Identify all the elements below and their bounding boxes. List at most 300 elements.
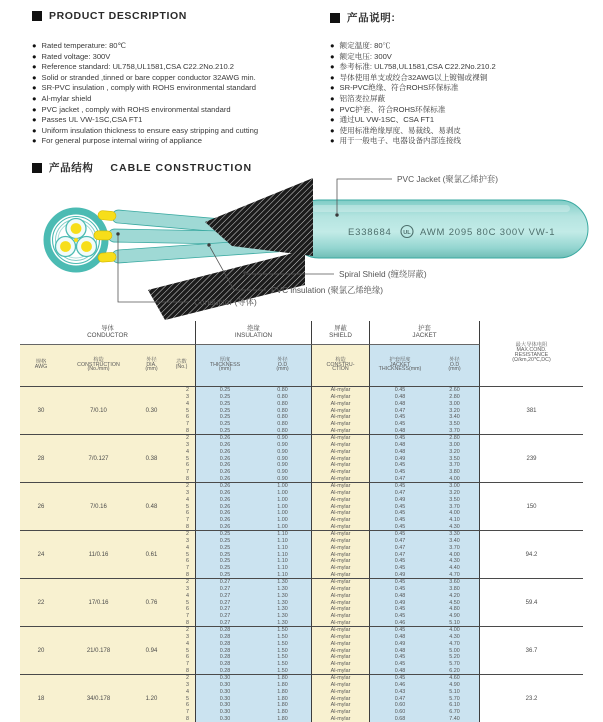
awg-cell: 26 [20, 482, 62, 530]
ins-od-value: 1.00 [277, 503, 288, 510]
jacket-thickness-value: 0.48 [394, 592, 406, 599]
awg-cell: 30 [20, 386, 62, 434]
ins-od-value: 0.80 [277, 387, 288, 393]
jacket-thickness-value: 0.45 [394, 661, 406, 668]
jacket-od-value: 3.00 [449, 441, 460, 448]
ins-od-cell [254, 530, 312, 578]
shield-cell [312, 434, 370, 482]
bullet-text: 额定电压: 300V [339, 51, 392, 61]
shield-material: Al-mylar [330, 675, 351, 681]
jacket-thickness-value: 0.49 [394, 455, 406, 462]
shield-material: Al-mylar [330, 448, 351, 455]
shield-material: Al-mylar [330, 496, 351, 503]
ins-thickness-value: 0.25 [219, 400, 231, 407]
bullet-icon: ● [330, 62, 335, 72]
dia-cell: 0.48 [135, 482, 168, 530]
jacket-thickness-value: 0.45 [394, 531, 406, 537]
jacket-od-value: 3.50 [449, 496, 460, 503]
ins-thickness-value: 0.28 [219, 647, 231, 654]
cross-section-diagram [47, 211, 105, 269]
core-count: 3 [186, 537, 189, 544]
jacket-od-cell [430, 530, 480, 578]
core-count: 4 [186, 400, 189, 407]
core-count: 8 [186, 716, 189, 722]
core-count: 4 [186, 496, 189, 503]
ins-thickness-value: 0.30 [219, 675, 231, 681]
core-count: 7 [186, 661, 189, 668]
bullet-text: 铝箔麦拉屏蔽 [339, 93, 386, 103]
shield-material: Al-mylar [330, 695, 351, 702]
core-count: 6 [186, 702, 189, 709]
jacket-od-value: 4.00 [449, 627, 460, 633]
core-count: 5 [186, 551, 189, 558]
ins-od-value: 1.80 [277, 681, 288, 688]
ins-od-value: 1.00 [277, 517, 288, 524]
dia-cell: 1.20 [135, 674, 168, 722]
ins-thickness-value: 0.27 [219, 613, 231, 620]
core-count: 3 [186, 633, 189, 640]
shield-cell [312, 530, 370, 578]
core-count: 7 [186, 565, 189, 572]
jacket-od-cell [430, 386, 480, 434]
jacket-od-value: 3.70 [449, 428, 460, 434]
jacket-thickness-value: 0.47 [394, 537, 406, 544]
ins-od-value: 1.80 [277, 695, 288, 702]
ins-od-value: 0.90 [277, 441, 288, 448]
cable-construction-title [32, 160, 252, 175]
ins-od-cell [254, 482, 312, 530]
column-header-jacket-thickness: 护套厚度 JACKET THICKNESS(mm) [370, 345, 430, 386]
jacket-od-value: 3.40 [449, 537, 460, 544]
core-count: 8 [186, 524, 189, 530]
ins-od-value: 1.10 [277, 572, 288, 578]
jacket-thickness-value: 0.45 [394, 606, 406, 613]
jacket-od-value: 3.70 [449, 544, 460, 551]
jacket-od-value: 3.40 [449, 414, 460, 421]
core-count: 8 [186, 620, 189, 626]
jacket-od-value: 5.10 [449, 620, 460, 626]
jacket-od-value: 3.20 [449, 448, 460, 455]
group-header-insulation: 绝缘 INSULATION [196, 321, 312, 345]
ins-thickness-value: 0.27 [219, 592, 231, 599]
jacket-thickness-value: 0.49 [394, 599, 406, 606]
jacket-od-value: 4.90 [449, 613, 460, 620]
bullet-text: PVC jacket , comply with ROHS environmental standard [41, 104, 231, 114]
ins-thickness-value: 0.25 [219, 572, 231, 578]
bullet-icon: ● [32, 125, 37, 135]
shield-material: Al-mylar [330, 462, 351, 469]
ins-od-cell [254, 386, 312, 434]
shield-material: Al-mylar [330, 606, 351, 613]
ins-od-cell [254, 434, 312, 482]
ins-od-value: 1.50 [277, 668, 288, 674]
jacket-od-value: 5.70 [449, 695, 460, 702]
shield-material: Al-mylar [330, 455, 351, 462]
product-description-title [32, 10, 187, 22]
ins-od-value: 0.90 [277, 476, 288, 482]
jacket-thickness-value: 0.45 [394, 387, 406, 393]
jacket-thickness-value: 0.47 [394, 476, 406, 482]
resistance-cell: 94.2 [480, 530, 583, 578]
description-item-zh [330, 62, 496, 73]
shield-material: Al-mylar [330, 688, 351, 695]
shield-material: Al-mylar [330, 435, 351, 441]
bullet-text: 通过UL VW-1SC、CSA FT1 [339, 115, 435, 125]
jacket-od-value: 4.70 [449, 572, 460, 578]
core-count: 4 [186, 544, 189, 551]
cores-cell [168, 386, 196, 434]
ins-od-value: 1.50 [277, 661, 288, 668]
jacket-od-value: 2.60 [449, 387, 460, 393]
ins-thickness-value: 0.27 [219, 606, 231, 613]
core-count: 2 [186, 483, 189, 489]
shield-material: Al-mylar [330, 716, 351, 722]
bullet-text: Rated voltage: 300V [41, 51, 111, 61]
ins-thickness-cell [196, 482, 254, 530]
cores-cell [168, 578, 196, 626]
jacket-od-value: 3.70 [449, 462, 460, 469]
ins-od-cell [254, 674, 312, 722]
jacket-thickness-cell [370, 482, 430, 530]
bullet-text: 使用标准绝缘厚度、易裁线、易剥皮 [339, 125, 462, 135]
shield-cell [312, 674, 370, 722]
jacket-od-value: 4.30 [449, 524, 460, 530]
ins-thickness-value: 0.25 [219, 393, 231, 400]
description-item-en [32, 115, 258, 126]
jacket-thickness-value: 0.45 [394, 613, 406, 620]
ins-od-value: 1.50 [277, 627, 288, 633]
shield-material: Al-mylar [330, 414, 351, 421]
awg-cell: 24 [20, 530, 62, 578]
ins-thickness-value: 0.30 [219, 695, 231, 702]
bullet-icon: ● [32, 115, 37, 125]
resistance-cell: 239 [480, 434, 583, 482]
ins-thickness-value: 0.26 [219, 455, 231, 462]
core-count: 6 [186, 654, 189, 661]
jacket-thickness-cell [370, 530, 430, 578]
shield-material: Al-mylar [330, 544, 351, 551]
core-count: 3 [186, 441, 189, 448]
shield-material: Al-mylar [330, 428, 351, 434]
jacket-od-value: 5.70 [449, 661, 460, 668]
ins-od-value: 1.10 [277, 537, 288, 544]
bullet-icon: ● [32, 62, 37, 72]
ins-thickness-value: 0.25 [219, 544, 231, 551]
ul-logo-text: UL [403, 230, 411, 236]
ins-od-value: 1.80 [277, 716, 288, 722]
bullet-icon: ● [32, 136, 37, 146]
bullet-text: 参考标准: UL758,UL1581,CSA C22.2No.210.2 [339, 62, 496, 72]
ins-od-value: 1.80 [277, 675, 288, 681]
ins-thickness-value: 0.26 [219, 524, 231, 530]
core-count: 8 [186, 428, 189, 434]
ins-thickness-value: 0.25 [219, 407, 231, 414]
jacket-od-value: 3.70 [449, 503, 460, 510]
shield-material: Al-mylar [330, 531, 351, 537]
core-count: 7 [186, 517, 189, 524]
core-count: 4 [186, 448, 189, 455]
cores-cell [168, 482, 196, 530]
jacket-od-value: 4.00 [449, 510, 460, 517]
jacket-od-value: 4.60 [449, 675, 460, 681]
section-square-icon [32, 163, 42, 173]
core-count: 4 [186, 640, 189, 647]
description-item-en [32, 62, 258, 73]
jacket-thickness-value: 0.49 [394, 572, 406, 578]
column-header-dia: 外径 DIA. (mm) [135, 345, 168, 386]
core-count: 6 [186, 606, 189, 613]
jacket-od-value: 3.80 [449, 585, 460, 592]
core-count: 3 [186, 681, 189, 688]
construction-title-zh: 产品结构 [49, 162, 94, 174]
ins-thickness-value: 0.28 [219, 640, 231, 647]
bullet-icon: ● [32, 93, 37, 103]
jacket-thickness-value: 0.47 [394, 544, 406, 551]
core-count: 8 [186, 572, 189, 578]
construction-cell: 34/0.178 [62, 674, 135, 722]
shield-material: Al-mylar [330, 633, 351, 640]
awg-cell: 22 [20, 578, 62, 626]
ins-od-value: 0.90 [277, 455, 288, 462]
bullet-text: Reference standard: UL758,UL1581,CSA C22.2No.210.2 [41, 62, 235, 72]
product-notes-title-text: 产品说明: [347, 12, 396, 24]
bullet-text: 导体使用单支或绞合32AWG以上镀锡或裸铜 [339, 72, 488, 82]
core-count: 6 [186, 510, 189, 517]
cores-cell [168, 626, 196, 674]
ins-od-value: 1.80 [277, 709, 288, 716]
jacket-od-value: 3.60 [449, 579, 460, 585]
column-header-shield-construction: 构造 CONSTRU- CTION [312, 345, 370, 386]
shield-material: Al-mylar [330, 565, 351, 572]
shield-material: Al-mylar [330, 503, 351, 510]
core-count: 5 [186, 647, 189, 654]
column-header-construction: 构造 CONSTRUCTION (No./mm) [62, 345, 135, 386]
shield-material: Al-mylar [330, 640, 351, 647]
jacket-thickness-value: 0.45 [394, 675, 406, 681]
ins-thickness-value: 0.30 [219, 702, 231, 709]
bullet-text: Uniform insulation thickness to ensure easy stripping and cutting [41, 125, 259, 135]
description-item-en [32, 94, 258, 105]
ins-od-value: 1.30 [277, 585, 288, 592]
ins-thickness-value: 0.25 [219, 565, 231, 572]
ins-thickness-value: 0.26 [219, 496, 231, 503]
description-item-en [32, 105, 258, 116]
jacket-od-value: 5.00 [449, 647, 460, 654]
ins-thickness-value: 0.26 [219, 483, 231, 489]
jacket-thickness-value: 0.45 [394, 503, 406, 510]
ins-thickness-value: 0.30 [219, 681, 231, 688]
ins-thickness-value: 0.25 [219, 421, 231, 428]
ins-thickness-value: 0.26 [219, 503, 231, 510]
jacket-thickness-value: 0.48 [394, 647, 406, 654]
jacket-thickness-value: 0.46 [394, 620, 406, 626]
jacket-thickness-value: 0.48 [394, 441, 406, 448]
ins-od-value: 1.50 [277, 647, 288, 654]
jacket-thickness-value: 0.60 [394, 702, 406, 709]
jacket-thickness-value: 0.45 [394, 435, 406, 441]
jacket-od-value: 3.00 [449, 483, 460, 489]
ins-od-value: 1.30 [277, 620, 288, 626]
jacket-od-value: 2.80 [449, 435, 460, 441]
shield-material: Al-mylar [330, 661, 351, 668]
jacket-od-value: 3.50 [449, 421, 460, 428]
column-header-resistance: 最大导体电阻 MAX.COND. RESISTANCE (Ω/km,20℃,DC) [512, 342, 551, 363]
ins-thickness-value: 0.25 [219, 537, 231, 544]
description-item-en [32, 126, 258, 137]
shield-material: Al-mylar [330, 421, 351, 428]
ins-thickness-cell [196, 578, 254, 626]
jacket-thickness-value: 0.47 [394, 489, 406, 496]
jacket-thickness-value: 0.48 [394, 428, 406, 434]
ins-od-value: 1.00 [277, 489, 288, 496]
ins-thickness-value: 0.26 [219, 476, 231, 482]
jacket-od-value: 3.80 [449, 469, 460, 476]
bullet-text: 额定温度: 80℃ [339, 41, 391, 50]
column-header-cores: 芯数 (No.) [168, 345, 196, 386]
shield-material: Al-mylar [330, 407, 351, 414]
shield-material: Al-mylar [330, 579, 351, 585]
jacket-od-value: 4.00 [449, 551, 460, 558]
jacket-thickness-cell [370, 578, 430, 626]
construction-cell: 7/0.127 [62, 434, 135, 482]
dia-cell: 0.30 [135, 386, 168, 434]
bullet-text: SR-PVC绝缘、符合ROHS环保标准 [339, 83, 459, 93]
resistance-cell: 23.2 [480, 674, 583, 722]
jacket-thickness-value: 0.49 [394, 640, 406, 647]
bullet-icon: ● [330, 72, 335, 82]
bullet-icon: ● [330, 51, 335, 61]
ins-od-value: 1.10 [277, 565, 288, 572]
label-pvc-jacket: PVC Jacket (聚氯乙烯护套) [397, 174, 498, 184]
bullet-icon: ● [330, 83, 335, 93]
description-item-en [32, 41, 258, 52]
jacket-od-value: 3.00 [449, 400, 460, 407]
cable-construction-diagram [0, 174, 603, 320]
jacket-thickness-cell [370, 626, 430, 674]
jacket-thickness-value: 0.45 [394, 524, 406, 530]
spec-table [20, 321, 583, 722]
core-count: 2 [186, 531, 189, 537]
ins-od-value: 0.80 [277, 400, 288, 407]
jacket-thickness-value: 0.45 [394, 579, 406, 585]
jacket-thickness-value: 0.48 [394, 393, 406, 400]
jacket-thickness-value: 0.43 [394, 688, 406, 695]
ins-thickness-cell [196, 386, 254, 434]
jacket-od-value: 4.20 [449, 592, 460, 599]
column-header-ins-thickness: 厚度 THICKNESS (mm) [196, 345, 254, 386]
dia-cell: 0.94 [135, 626, 168, 674]
core-count: 6 [186, 462, 189, 469]
ins-thickness-value: 0.25 [219, 387, 231, 393]
ins-thickness-value: 0.26 [219, 448, 231, 455]
shield-material: Al-mylar [330, 510, 351, 517]
ins-od-value: 1.00 [277, 483, 288, 489]
shield-material: Al-mylar [330, 393, 351, 400]
ins-thickness-value: 0.26 [219, 517, 231, 524]
jacket-thickness-value: 0.60 [394, 709, 406, 716]
jacket-od-value: 3.20 [449, 489, 460, 496]
product-description-list [32, 41, 258, 147]
ins-thickness-value: 0.26 [219, 469, 231, 476]
ins-thickness-value: 0.25 [219, 428, 231, 434]
bullet-icon: ● [32, 72, 37, 82]
shield-material: Al-mylar [330, 654, 351, 661]
jacket-od-value: 4.50 [449, 599, 460, 606]
ins-thickness-value: 0.30 [219, 716, 231, 722]
bullet-icon: ● [32, 51, 37, 61]
ins-thickness-cell [196, 530, 254, 578]
resistance-cell: 150 [480, 482, 583, 530]
jacket-od-cell [430, 578, 480, 626]
jacket-od-value: 5.10 [449, 688, 460, 695]
ins-thickness-value: 0.25 [219, 531, 231, 537]
construction-cell: 7/0.10 [62, 386, 135, 434]
ins-thickness-value: 0.25 [219, 558, 231, 565]
core-count: 2 [186, 435, 189, 441]
dia-cell: 0.38 [135, 434, 168, 482]
ins-od-value: 1.30 [277, 599, 288, 606]
ins-od-value: 1.10 [277, 558, 288, 565]
bullet-icon: ● [330, 41, 335, 50]
bullet-icon: ● [330, 115, 335, 125]
jacket-od-value: 6.10 [449, 702, 460, 709]
ins-od-value: 1.50 [277, 640, 288, 647]
shield-material: Al-mylar [330, 476, 351, 482]
construction-cell: 11/0.16 [62, 530, 135, 578]
jacket-thickness-cell [370, 386, 430, 434]
bullet-icon: ● [32, 41, 37, 50]
jacket-thickness-value: 0.49 [394, 496, 406, 503]
description-item-zh [330, 83, 496, 94]
ins-thickness-cell [196, 434, 254, 482]
jacket-od-value: 2.80 [449, 393, 460, 400]
dia-cell: 0.76 [135, 578, 168, 626]
shield-material: Al-mylar [330, 400, 351, 407]
shield-material: Al-mylar [330, 599, 351, 606]
bullet-icon: ● [330, 93, 335, 103]
awg-cell: 20 [20, 626, 62, 674]
ins-od-value: 0.90 [277, 448, 288, 455]
bullet-text: Rated temperature: 80℃ [41, 41, 127, 50]
jacket-od-value: 3.30 [449, 531, 460, 537]
description-item-zh [330, 136, 496, 147]
product-notes-list [330, 41, 496, 147]
core-count: 7 [186, 613, 189, 620]
ins-thickness-value: 0.28 [219, 633, 231, 640]
ins-od-value: 1.80 [277, 702, 288, 709]
ins-thickness-value: 0.26 [219, 462, 231, 469]
dia-cell: 0.61 [135, 530, 168, 578]
jacket-print [348, 226, 555, 239]
jacket-od-value: 6.20 [449, 668, 460, 674]
jacket-print-spec: AWM 2095 80C 300V VW-1 [420, 227, 556, 238]
jacket-thickness-value: 0.68 [394, 716, 406, 722]
jacket-od-value: 5.20 [449, 654, 460, 661]
jacket-thickness-value: 0.46 [394, 681, 406, 688]
description-item-zh [330, 73, 496, 84]
ins-thickness-value: 0.25 [219, 414, 231, 421]
jacket-od-value: 4.10 [449, 517, 460, 524]
core-count: 5 [186, 503, 189, 510]
shield-material: Al-mylar [330, 585, 351, 592]
ins-od-value: 1.30 [277, 606, 288, 613]
bullet-icon: ● [330, 125, 335, 135]
shield-material: Al-mylar [330, 592, 351, 599]
construction-cell: 17/0.16 [62, 578, 135, 626]
ins-thickness-value: 0.27 [219, 585, 231, 592]
core-count: 7 [186, 709, 189, 716]
core-count: 5 [186, 599, 189, 606]
